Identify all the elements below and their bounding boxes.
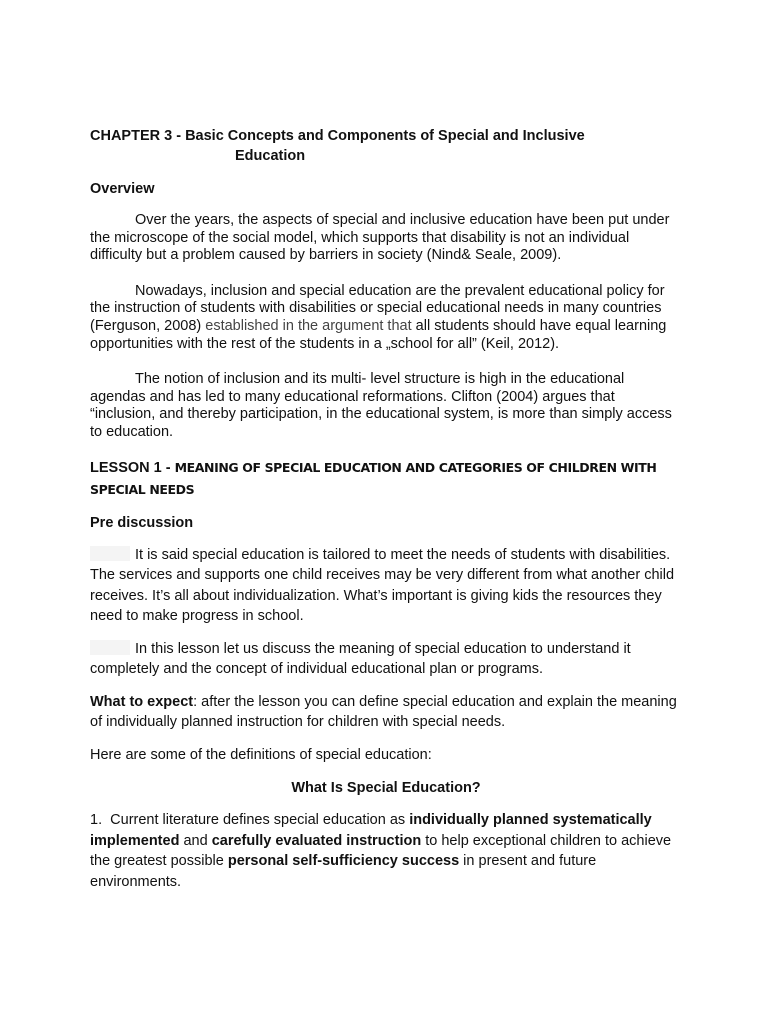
prediscussion-paragraph-2: In this lesson let us discuss the meaning of special education to understand it completely and the concept of individual educational plan or programs. (90, 640, 631, 678)
overview-paragraph-2: Nowadays, inclusion and special education are the prevalent educational policy for the instruction of students with disabilities or special educational needs in many countries (Ferguson, 2008) established in the argument that all students should have equal learning opportunities with the rest of the students in a „school for all” (Keil, 2012). (90, 282, 667, 352)
definitions-title: What Is Special Education? (291, 780, 481, 797)
chapter-title-line2: Education (235, 148, 306, 164)
highlighted-phrase: established in the argument that (205, 317, 412, 334)
overview-heading: Overview (90, 181, 155, 197)
overview-paragraph-1: Over the years, the aspects of special and inclusive education have been put under the microscope of the social model, which supports that disability is not an individual difficulty but a problem caused by barriers in society (Nind& Seale, 2009). (90, 212, 670, 264)
lesson-title: LESSON 1 - MEANING OF SPECIAL EDUCATION AND CATEGORIES OF CHILDREN WITH SPECIAL NEEDS (90, 459, 657, 497)
chapter-title (90, 126, 682, 166)
chapter-title-line1: CHAPTER 3 - Basic Concepts and Components of Special and Inclusive (90, 128, 585, 144)
tab-highlight (90, 546, 130, 561)
what-to-expect-label: What to expect (90, 693, 194, 710)
overview-paragraph-3: The notion of inclusion and its multi- level structure is high in the educational agendas and has led to many educational reformations. Clifton (2004) argues that “inclusion, and thereby participation, in the educational system, is more than simply access to education. (90, 371, 672, 440)
definitions-intro: Here are some of the definitions of special education: (90, 746, 432, 763)
tab-highlight (90, 640, 130, 655)
definition-item-1: 1. Current literature defines special education as individually planned systematically implemented and carefully evaluated instruction to help exceptional children to achieve the greatest possible personal self-sufficiency success in present and future environments. (90, 812, 672, 890)
what-to-expect: What to expect: after the lesson you can define special education and explain the meaning of individually planned instruction for children with special needs. (90, 693, 677, 731)
prediscussion-paragraph-1: It is said special education is tailored to meet the needs of students with disabilities. The services and supports one child receives may be very different from what another child receives. It’s all about individualization. What’s important is giving kids the resources they need to make progress in school. (90, 546, 675, 625)
prediscussion-heading: Pre discussion (90, 514, 194, 531)
document-content (90, 126, 682, 892)
